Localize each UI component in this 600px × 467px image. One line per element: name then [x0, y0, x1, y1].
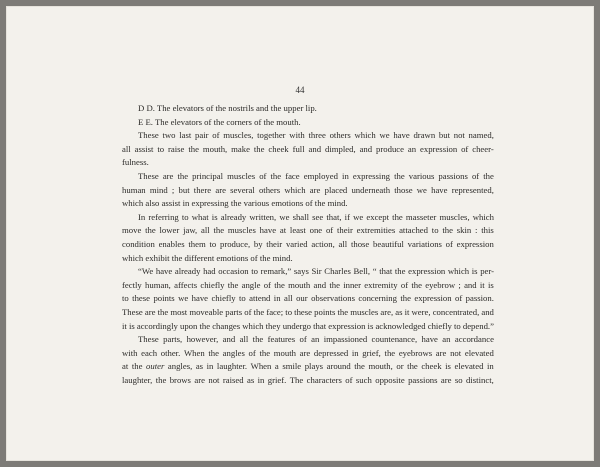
text-line: condition enables them to produce, by their varied action, all those beautiful variations of expression: [122, 238, 494, 249]
text-line: with each other. When the angles of the mouth are depressed in grief, the eyebrows are not elevated: [122, 347, 494, 358]
text-line: E E. The elevators of the corners of the mouth.: [138, 116, 301, 127]
text-line: at the outer angles, as in laughter. When a smile plays around the mouth, or the cheek is elevated in: [122, 361, 494, 372]
text-line: human mind ; but there are several others which are placed underneath those we have represented,: [122, 184, 494, 195]
text-line: laughter, the brows are not raised as in grief. The characters of such opposite passions are so distinct,: [122, 374, 494, 385]
text-line: to these points we have chiefly to attend in all our observations concerning the expression of passion.: [122, 293, 494, 304]
page-number: 44: [295, 85, 305, 95]
text-line: In referring to what is already written, we shall see that, if we except the masseter muscles, which: [138, 211, 494, 222]
text-line: all assist to raise the mouth, make the cheek full and dimpled, and produce an expression of cheer-: [122, 143, 494, 154]
text-line: These parts, however, and all the features of an impassioned countenance, have an accordance: [138, 334, 494, 345]
text-line: “We have already had occasion to remark,” says Sir Charles Bell, “ that the expression which is per-: [138, 266, 494, 277]
text-line: These two last pair of muscles, together with three others which we have drawn but not named,: [138, 130, 494, 141]
text-line: fulness.: [122, 157, 149, 168]
text-line: D D. The elevators of the nostrils and the upper lip.: [138, 103, 317, 113]
book-page: [6, 6, 594, 461]
text-line: These are the most moveable parts of the face; to these points the muscles are, as it were, concentrated, and: [122, 306, 494, 317]
body-text: [122, 102, 494, 387]
text-line: it is accordingly upon the changes which they undergo that expression is acknowledged chiefly to depend.”: [122, 320, 494, 331]
text-line: These are the principal muscles of the face employed in expressing the various passions of the: [138, 170, 494, 181]
text-line: which also assist in expressing the various emotions of the mind.: [122, 198, 348, 209]
text-line: move the lower jaw, all the muscles have at least one of their extremities attached to the skin : this: [122, 225, 494, 236]
text-line: fectly human, affects chiefly the angle of the mouth and the inner extremity of the eyebrow ; and it is: [122, 279, 494, 290]
text-line: which exhibit the different emotions of the mind.: [122, 252, 293, 263]
